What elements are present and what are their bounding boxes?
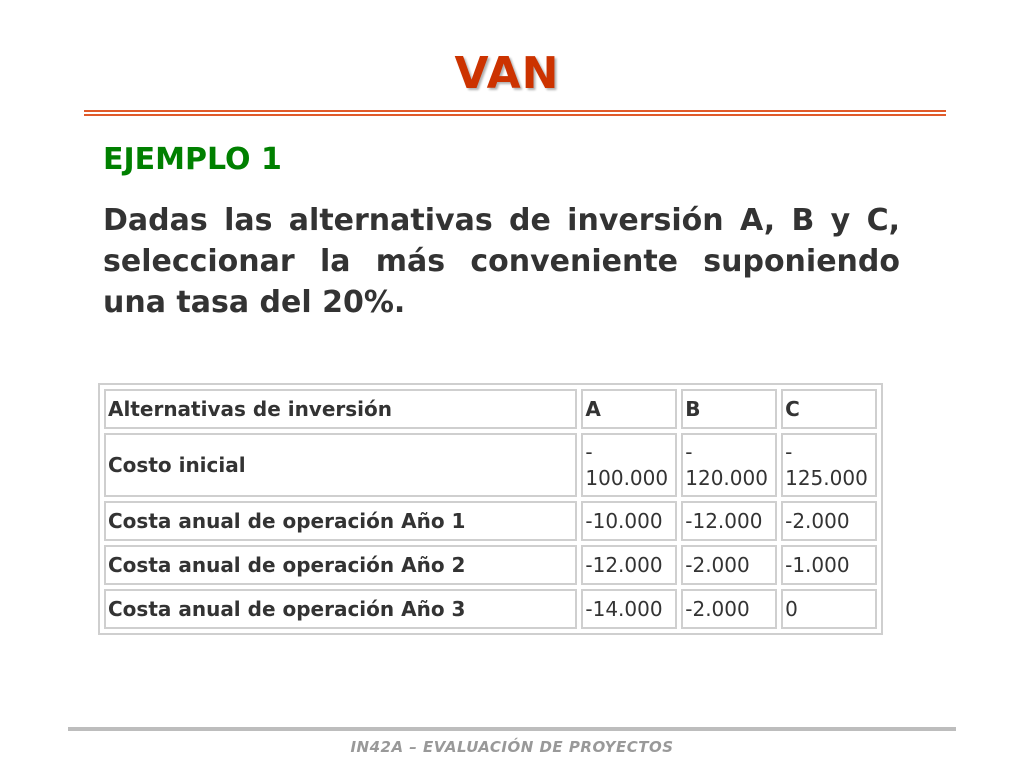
header-cell-a: A xyxy=(581,389,677,429)
table-row xyxy=(104,589,877,629)
footer-divider xyxy=(68,727,956,731)
cell-c-sign: - xyxy=(785,440,793,464)
footer-course-name: IN42A – EVALUACIÓN DE PROYECTOS xyxy=(350,738,674,756)
cell-b: -12.000 xyxy=(681,501,777,541)
cell-b xyxy=(681,433,777,497)
cell-a-sign: - xyxy=(585,440,593,464)
cell-b-value: 120.000 xyxy=(685,466,768,490)
cell-c: -1.000 xyxy=(781,545,877,585)
header-cell-b: B xyxy=(681,389,777,429)
row-label: Costa anual de operación Año 1 xyxy=(104,501,577,541)
cell-b: -2.000 xyxy=(681,589,777,629)
cell-c xyxy=(781,433,877,497)
cell-a: -10.000 xyxy=(581,501,677,541)
cell-a: -14.000 xyxy=(581,589,677,629)
cell-b-sign: - xyxy=(685,440,693,464)
cell-a xyxy=(581,433,677,497)
investment-table xyxy=(98,383,883,635)
cell-c: 0 xyxy=(781,589,877,629)
cell-a: -12.000 xyxy=(581,545,677,585)
cell-b: -2.000 xyxy=(681,545,777,585)
table-header-row xyxy=(104,389,877,429)
slide-subtitle: EJEMPLO 1 xyxy=(103,142,282,177)
row-label: Costa anual de operación Año 3 xyxy=(104,589,577,629)
row-label: Costo inicial xyxy=(104,433,577,497)
row-label: Costa anual de operación Año 2 xyxy=(104,545,577,585)
problem-statement: Dadas las alternativas de inversión A, B y C, seleccionar la más conveniente suponiendo una tasa del 20%. xyxy=(103,203,900,320)
cell-c: -2.000 xyxy=(781,501,877,541)
table-row xyxy=(104,501,877,541)
header-cell-alternatives: Alternativas de inversión xyxy=(104,389,577,429)
cell-c-value: 125.000 xyxy=(785,466,868,490)
header-cell-c: C xyxy=(781,389,877,429)
table-row xyxy=(104,545,877,585)
slide-title: VAN xyxy=(454,48,560,99)
cell-a-value: 100.000 xyxy=(585,466,669,490)
table-row xyxy=(104,433,877,497)
